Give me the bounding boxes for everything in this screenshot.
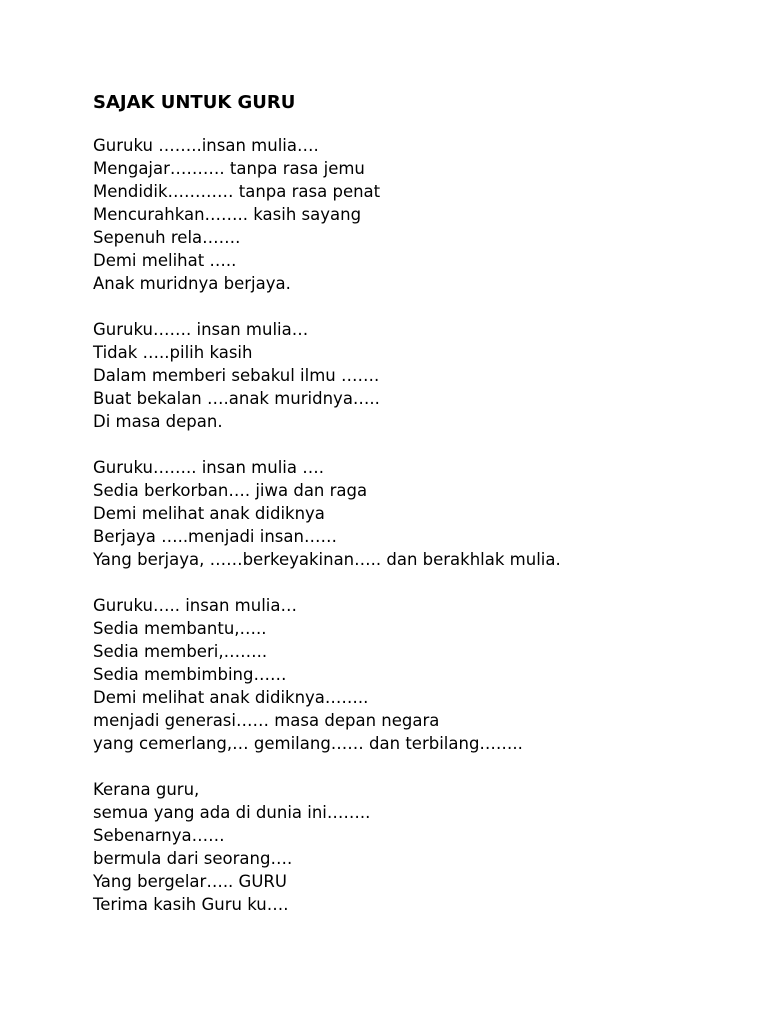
poem-line: Demi melihat anak didiknya bbox=[93, 504, 325, 523]
poem-line: Demi melihat anak didiknya…….. bbox=[93, 688, 369, 707]
poem-line: Guruku….. insan mulia… bbox=[93, 596, 297, 615]
poem-line: Sebenarnya…… bbox=[93, 826, 225, 845]
poem-line: Mengajar………. tanpa rasa jemu bbox=[93, 159, 365, 178]
poem-line: Anak muridnya berjaya. bbox=[93, 274, 291, 293]
poem-line: Sedia membimbing…… bbox=[93, 665, 287, 684]
poem-line: Sepenuh rela……. bbox=[93, 228, 241, 247]
poem-line: Guruku……. insan mulia… bbox=[93, 320, 309, 339]
poem-line: Berjaya …..menjadi insan…… bbox=[93, 527, 337, 546]
stanza-3 bbox=[93, 456, 753, 571]
poem-body bbox=[93, 134, 753, 939]
poem-line: menjadi generasi…… masa depan negara bbox=[93, 711, 440, 730]
poem-line: Yang berjaya, ……berkeyakinan….. dan berakhlak mulia. bbox=[93, 550, 561, 569]
poem-title: SAJAK UNTUK GURU bbox=[93, 92, 296, 113]
poem-line: Sedia membantu,….. bbox=[93, 619, 267, 638]
stanza-5 bbox=[93, 778, 753, 916]
poem-line: Terima kasih Guru ku…. bbox=[93, 895, 289, 914]
poem-line: Guruku ……..insan mulia…. bbox=[93, 136, 319, 155]
poem-line: bermula dari seorang…. bbox=[93, 849, 293, 868]
poem-line: Mendidik………… tanpa rasa penat bbox=[93, 182, 381, 201]
poem-line: Mencurahkan…….. kasih sayang bbox=[93, 205, 362, 224]
poem-line: Kerana guru, bbox=[93, 780, 200, 799]
poem-line: Buat bekalan ….anak muridnya….. bbox=[93, 389, 380, 408]
stanza-4 bbox=[93, 594, 753, 755]
stanza-1 bbox=[93, 134, 753, 295]
poem-line: Yang bergelar….. GURU bbox=[93, 872, 287, 891]
poem-line: Demi melihat ….. bbox=[93, 251, 237, 270]
stanza-2 bbox=[93, 318, 753, 433]
poem-line: Guruku…….. insan mulia …. bbox=[93, 458, 324, 477]
poem-line: Tidak …..pilih kasih bbox=[93, 343, 253, 362]
poem-line: Sedia memberi,…….. bbox=[93, 642, 268, 661]
poem-line: Dalam memberi sebakul ilmu ……. bbox=[93, 366, 380, 385]
poem-line: Di masa depan. bbox=[93, 412, 223, 431]
poem-line: yang cemerlang,… gemilang…… dan terbilang…….. bbox=[93, 734, 523, 753]
poem-line: semua yang ada di dunia ini…….. bbox=[93, 803, 371, 822]
poem-line: Sedia berkorban…. jiwa dan raga bbox=[93, 481, 368, 500]
